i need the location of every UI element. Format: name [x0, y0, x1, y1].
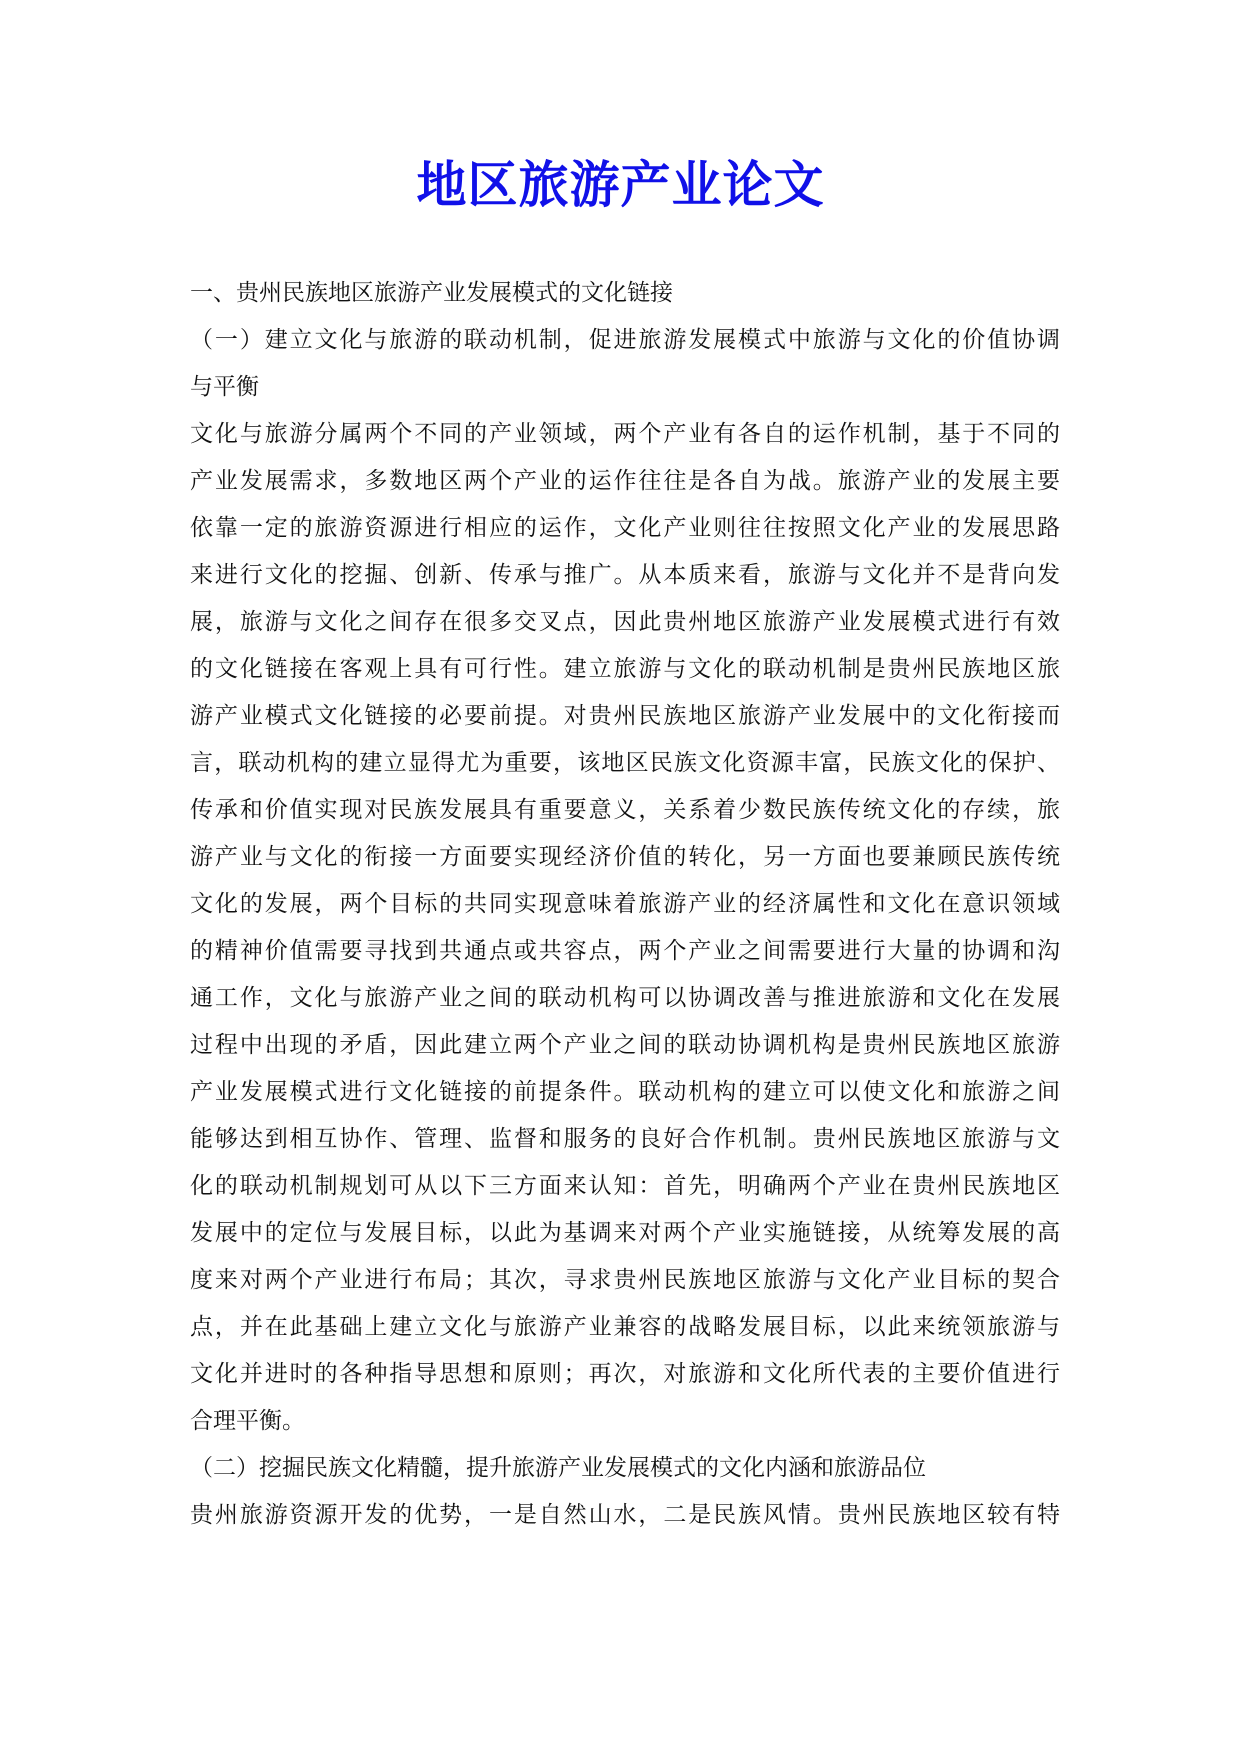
- section-heading: 一、贵州民族地区旅游产业发展模式的文化链接: [190, 280, 673, 306]
- paragraph-line: 的文化链接在客观上具有可行性。建立旅游与文化的联动机制是贵州民族地区旅: [190, 656, 1060, 682]
- paragraph-line: 贵州旅游资源开发的优势，一是自然山水，二是民族风情。贵州民族地区较有特: [190, 1502, 1060, 1528]
- paragraph-line: 文化的发展，两个目标的共同实现意味着旅游产业的经济属性和文化在意识领域: [190, 891, 1060, 917]
- paragraph-line: 传承和价值实现对民族发展具有重要意义，关系着少数民族传统文化的存续，旅: [190, 797, 1060, 823]
- paragraph-line: 能够达到相互协作、管理、监督和服务的良好合作机制。贵州民族地区旅游与文: [190, 1126, 1060, 1152]
- paragraph-line: 言，联动机构的建立显得尤为重要，该地区民族文化资源丰富，民族文化的保护、: [190, 750, 1060, 776]
- paragraph-line: 文化并进时的各种指导思想和原则；再次，对旅游和文化所代表的主要价值进行: [190, 1361, 1060, 1387]
- paragraph-line: 度来对两个产业进行布局；其次，寻求贵州民族地区旅游与文化产业目标的契合: [190, 1267, 1060, 1293]
- subsection-heading: （一）建立文化与旅游的联动机制，促进旅游发展模式中旅游与文化的价值协调: [190, 327, 1060, 353]
- document-title: 地区旅游产业论文: [416, 156, 825, 214]
- paragraph-line: 产业发展模式进行文化链接的前提条件。联动机构的建立可以使文化和旅游之间: [190, 1079, 1060, 1105]
- paragraph-line: 的精神价值需要寻找到共通点或共容点，两个产业之间需要进行大量的协调和沟: [190, 938, 1060, 964]
- paragraph-line: 产业发展需求，多数地区两个产业的运作往往是各自为战。旅游产业的发展主要: [190, 468, 1060, 494]
- paragraph-line: 点，并在此基础上建立文化与旅游产业兼容的战略发展目标，以此来统领旅游与: [190, 1314, 1060, 1340]
- paragraph-line: 化的联动机制规划可从以下三方面来认知：首先，明确两个产业在贵州民族地区: [190, 1173, 1060, 1199]
- paragraph-line: 游产业模式文化链接的必要前提。对贵州民族地区旅游产业发展中的文化衔接而: [190, 703, 1060, 729]
- paragraph-line: 展，旅游与文化之间存在很多交叉点，因此贵州地区旅游产业发展模式进行有效: [190, 609, 1060, 635]
- paragraph-line: 依靠一定的旅游资源进行相应的运作，文化产业则往往按照文化产业的发展思路: [190, 515, 1060, 541]
- paragraph-line: 文化与旅游分属两个不同的产业领域，两个产业有各自的运作机制，基于不同的: [190, 421, 1060, 447]
- paragraph-line: 过程中出现的矛盾，因此建立两个产业之间的联动协调机构是贵州民族地区旅游: [190, 1032, 1060, 1058]
- paragraph-line: 合理平衡。: [190, 1408, 305, 1434]
- paragraph-line: 发展中的定位与发展目标，以此为基调来对两个产业实施链接，从统筹发展的高: [190, 1220, 1060, 1246]
- subsection-heading: （二）挖掘民族文化精髓，提升旅游产业发展模式的文化内涵和旅游品位: [190, 1455, 926, 1481]
- paragraph-line: 游产业与文化的衔接一方面要实现经济价值的转化，另一方面也要兼顾民族传统: [190, 844, 1060, 870]
- paragraph-line: 通工作，文化与旅游产业之间的联动机构可以协调改善与推进旅游和文化在发展: [190, 985, 1060, 1011]
- paragraph-line: 来进行文化的挖掘、创新、传承与推广。从本质来看，旅游与文化并不是背向发: [190, 562, 1060, 588]
- subsection-heading: 与平衡: [190, 374, 259, 400]
- document-body: [190, 270, 1060, 1539]
